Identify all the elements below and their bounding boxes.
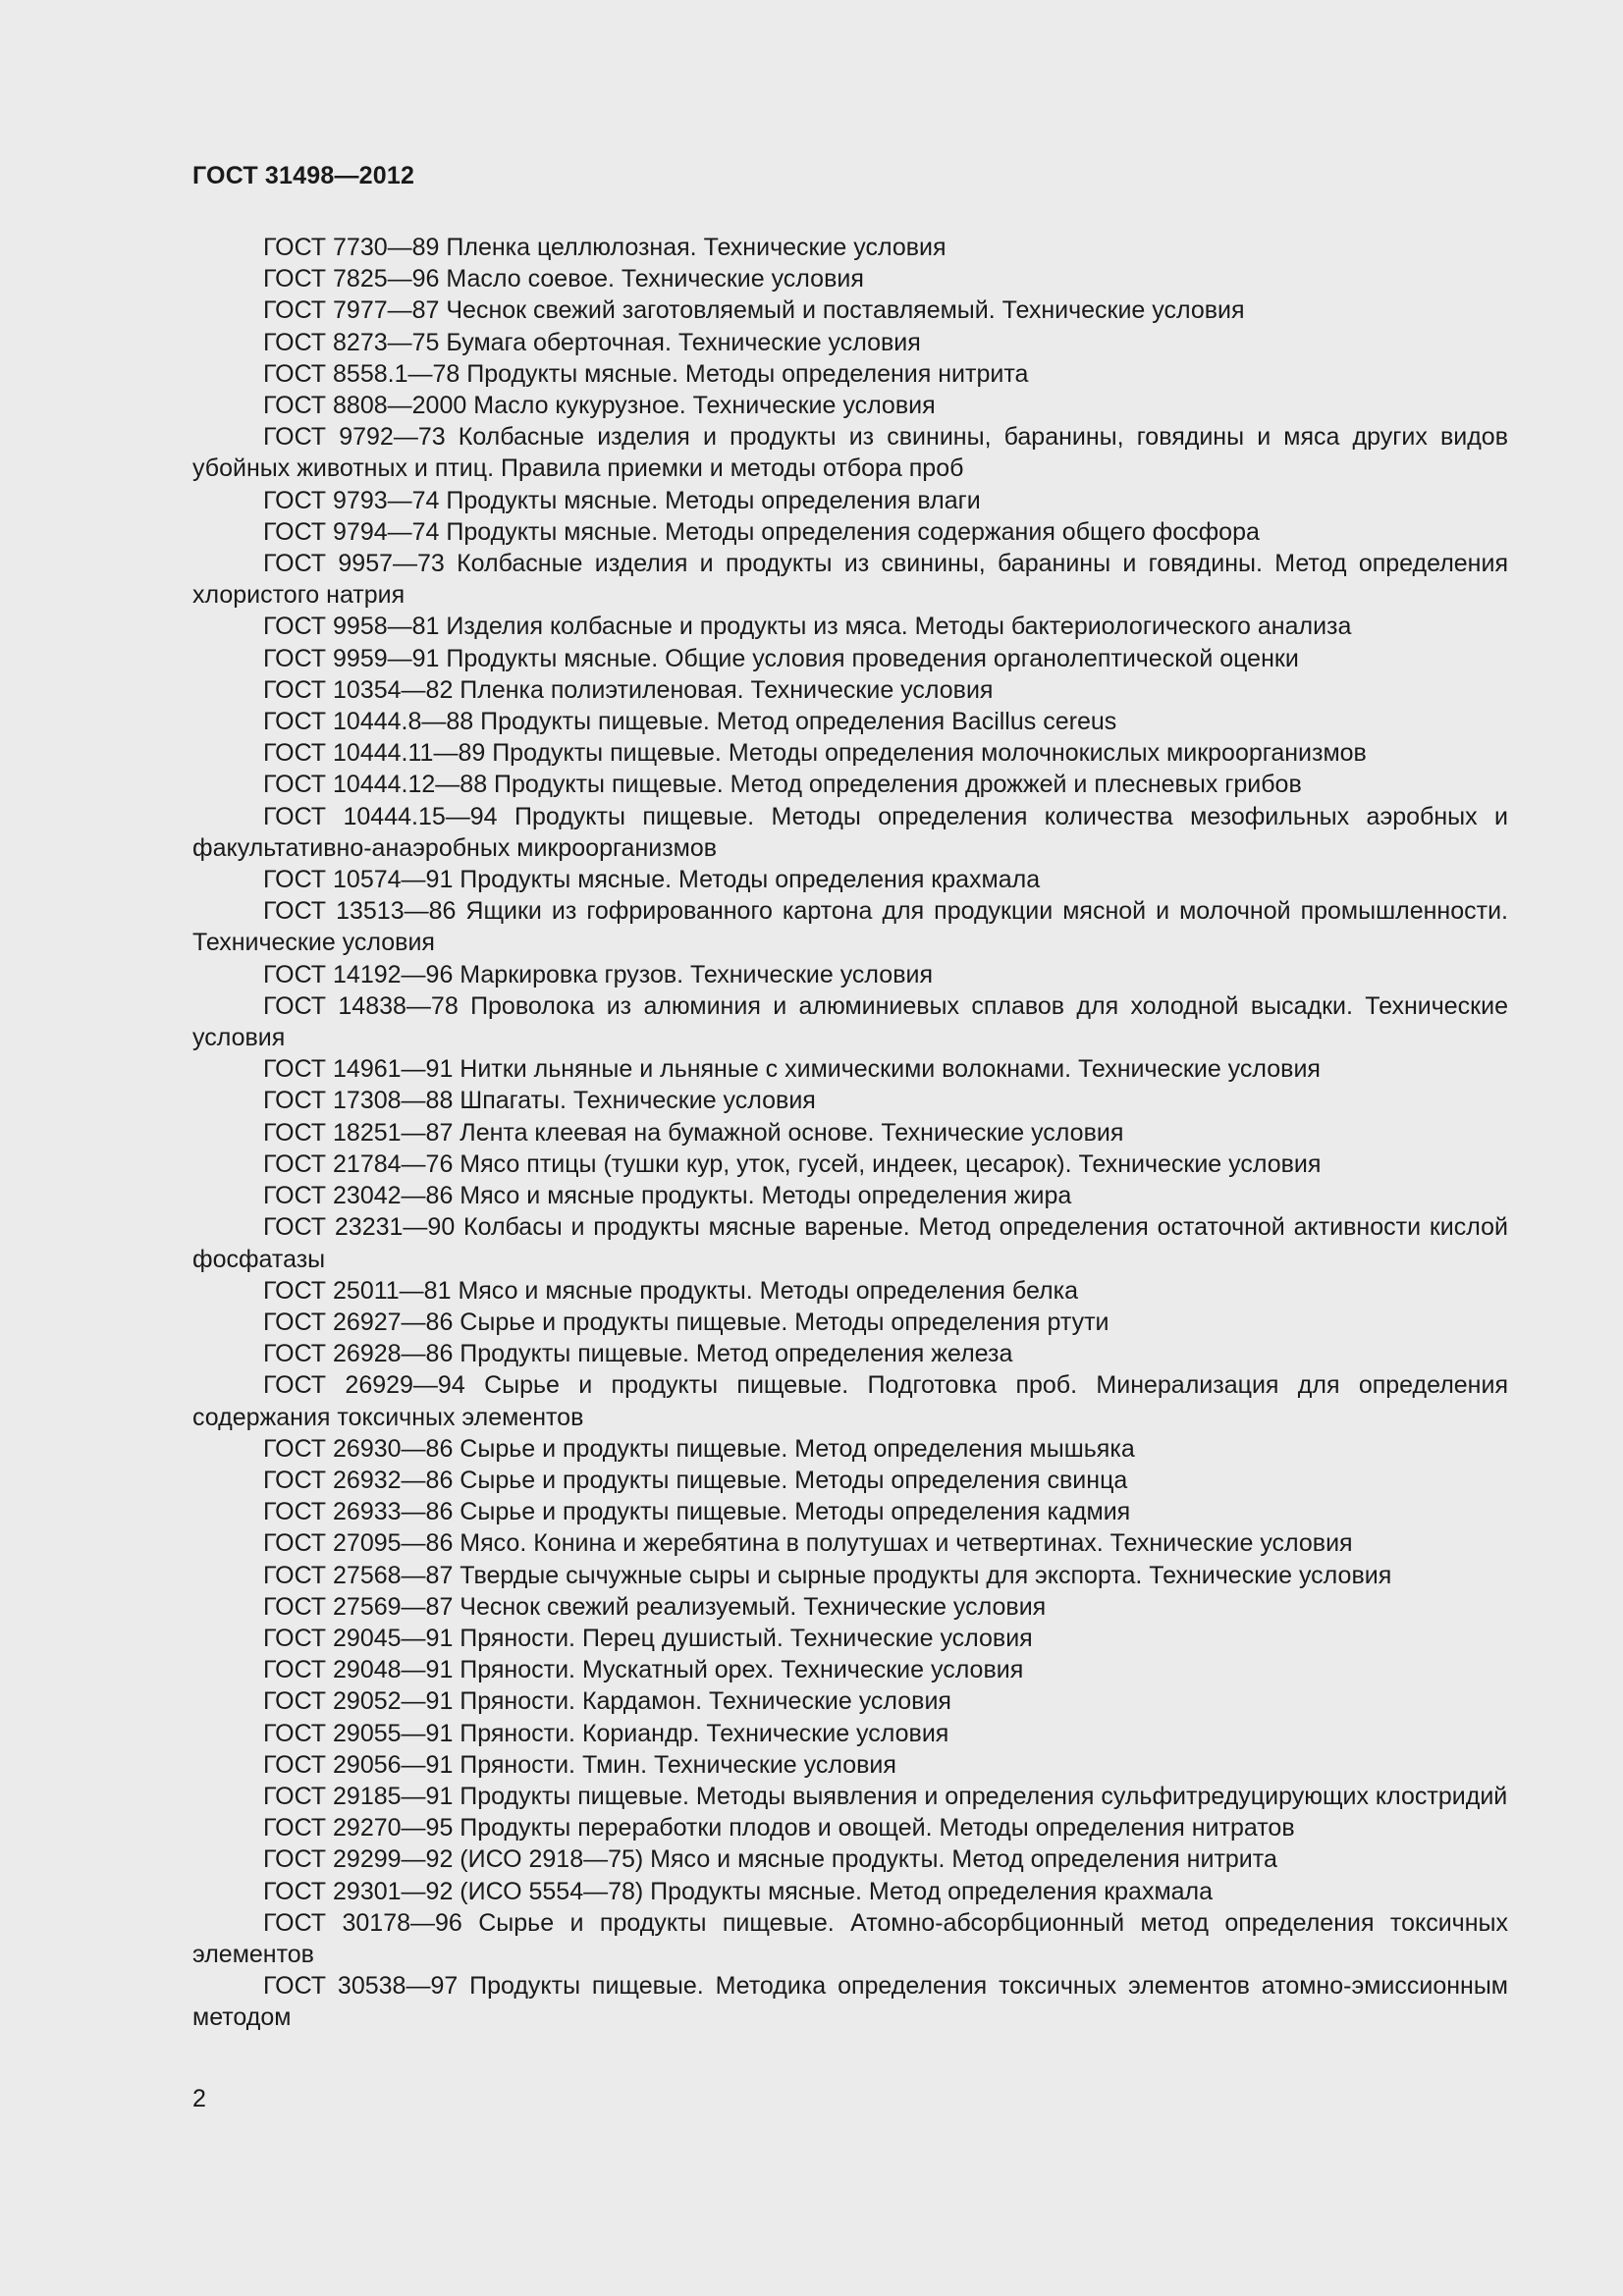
reference-item: ГОСТ 29185—91 Продукты пищевые. Методы выявления и определения сульфитредуцирующих клостридий: [263, 1782, 1508, 1810]
reference-item: ГОСТ 26933—86 Сырье и продукты пищевые. Методы определения кадмия: [263, 1498, 1131, 1526]
reference-item: ГОСТ 13513—86 Ящики из гофрированного картона для продукции мясной и молочной промышленности. Технические условия: [192, 897, 1508, 957]
reference-item: ГОСТ 18251—87 Лента клеевая на бумажной основе. Технические условия: [263, 1118, 1124, 1147]
reference-item: ГОСТ 26932—86 Сырье и продукты пищевые. Методы определения свинца: [263, 1466, 1128, 1494]
reference-item: ГОСТ 30178—96 Сырье и продукты пищевые. Атомно-абсорбционный метод определения токсичных элементов: [192, 1908, 1508, 1968]
reference-item: ГОСТ 29052—91 Пряности. Кардамон. Технические условия: [263, 1687, 951, 1716]
reference-item: ГОСТ 23231—90 Колбасы и продукты мясные вареные. Метод определения остаточной активности кислой фосфатазы: [192, 1213, 1508, 1273]
reference-item: ГОСТ 8273—75 Бумага оберточная. Технические условия: [263, 328, 921, 356]
reference-item: ГОСТ 30538—97 Продукты пищевые. Методика определения токсичных элементов атомно-эмиссионным методом: [192, 1972, 1508, 2032]
reference-item: ГОСТ 9793—74 Продукты мясные. Методы определения влаги: [263, 486, 981, 514]
reference-item: ГОСТ 10444.11—89 Продукты пищевые. Методы определения молочнокислых микроорганизмов: [263, 739, 1367, 768]
reference-item: ГОСТ 9794—74 Продукты мясные. Методы определения содержания общего фосфора: [263, 517, 1260, 546]
document-header: ГОСТ 31498—2012: [192, 162, 415, 189]
reference-item: ГОСТ 27568—87 Твердые сычужные сыры и сырные продукты для экспорта. Технические условия: [263, 1561, 1392, 1589]
reference-item: ГОСТ 29301—92 (ИСО 5554—78) Продукты мясные. Метод определения крахмала: [263, 1877, 1214, 1905]
reference-item: ГОСТ 26928—86 Продукты пищевые. Метод определения железа: [263, 1340, 1013, 1368]
reference-item: ГОСТ 14192—96 Маркировка грузов. Технические условия: [263, 960, 933, 988]
reference-item: ГОСТ 9958—81 Изделия колбасные и продукты из мяса. Методы бактериологического анализа: [263, 613, 1352, 641]
reference-item: ГОСТ 10444.8—88 Продукты пищевые. Метод определения Bacillus cereus: [263, 708, 1117, 736]
reference-item: ГОСТ 10354—82 Пленка полиэтиленовая. Технические условия: [263, 675, 994, 704]
reference-item: ГОСТ 8808—2000 Масло кукурузное. Технические условия: [263, 392, 936, 420]
reference-item: ГОСТ 29056—91 Пряности. Тмин. Технические условия: [263, 1750, 896, 1779]
reference-item: ГОСТ 14961—91 Нитки льняные и льняные с химическими волокнами. Технические условия: [263, 1055, 1321, 1084]
reference-item: ГОСТ 27569—87 Чеснок свежий реализуемый. Технические условия: [263, 1592, 1047, 1621]
references-list: [192, 232, 1508, 2034]
reference-item: ГОСТ 10444.12—88 Продукты пищевые. Метод определения дрожжей и плесневых грибов: [263, 771, 1302, 799]
reference-item: ГОСТ 29048—91 Пряности. Мускатный орех. Технические условия: [263, 1656, 1024, 1684]
reference-item: ГОСТ 9959—91 Продукты мясные. Общие условия проведения органолептической оценки: [263, 644, 1299, 672]
reference-item: ГОСТ 10574—91 Продукты мясные. Методы определения крахмала: [263, 866, 1041, 894]
reference-item: ГОСТ 9957—73 Колбасные изделия и продукты из свинины, баранины и говядины. Метод определения хлористого натрия: [192, 550, 1508, 610]
reference-item: ГОСТ 21784—76 Мясо птицы (тушки кур, уток, гусей, индеек, цесарок). Технические условия: [263, 1149, 1322, 1178]
reference-item: ГОСТ 23042—86 Мясо и мясные продукты. Методы определения жира: [263, 1182, 1072, 1210]
reference-item: ГОСТ 9792—73 Колбасные изделия и продукты из свинины, баранины, говядины и мяса других видов убойных животных и птиц. Правила приемки и методы отбора проб: [192, 423, 1508, 483]
reference-item: ГОСТ 29045—91 Пряности. Перец душистый. Технические условия: [263, 1624, 1033, 1652]
page-number: 2: [192, 2085, 206, 2112]
reference-item: ГОСТ 17308—88 Шпагаты. Технические условия: [263, 1087, 816, 1115]
reference-item: ГОСТ 26930—86 Сырье и продукты пищевые. Метод определения мышьяка: [263, 1434, 1135, 1463]
reference-item: ГОСТ 7977—87 Чеснок свежий заготовляемый и поставляемый. Технические условия: [263, 296, 1245, 325]
reference-item: ГОСТ 8558.1—78 Продукты мясные. Методы определения нитрита: [263, 359, 1029, 388]
reference-item: ГОСТ 26929—94 Сырье и продукты пищевые. Подготовка проб. Минерализация для определения содержания токсичных элементов: [192, 1371, 1508, 1431]
reference-item: ГОСТ 27095—86 Мясо. Конина и жеребятина в полутушах и четвертинах. Технические условия: [263, 1529, 1353, 1558]
reference-item: ГОСТ 7825—96 Масло соевое. Технические условия: [263, 265, 864, 294]
reference-item: ГОСТ 26927—86 Сырье и продукты пищевые. Методы определения ртути: [263, 1308, 1109, 1336]
reference-item: ГОСТ 7730—89 Пленка целлюлозная. Технические условия: [263, 234, 947, 261]
reference-item: ГОСТ 29270—95 Продукты переработки плодов и овощей. Методы определения нитратов: [263, 1814, 1295, 1842]
reference-item: ГОСТ 10444.15—94 Продукты пищевые. Методы определения количества мезофильных аэробных и факультативно-анаэробных микроорганизмов: [192, 802, 1508, 862]
reference-item: ГОСТ 14838—78 Проволока из алюминия и алюминиевых сплавов для холодной высадки. Технические условия: [192, 991, 1508, 1052]
reference-item: ГОСТ 25011—81 Мясо и мясные продукты. Методы определения белка: [263, 1276, 1079, 1305]
reference-item: ГОСТ 29299—92 (ИСО 2918—75) Мясо и мясные продукты. Метод определения нитрита: [263, 1845, 1277, 1874]
reference-item: ГОСТ 29055—91 Пряности. Кориандр. Технические условия: [263, 1719, 949, 1747]
